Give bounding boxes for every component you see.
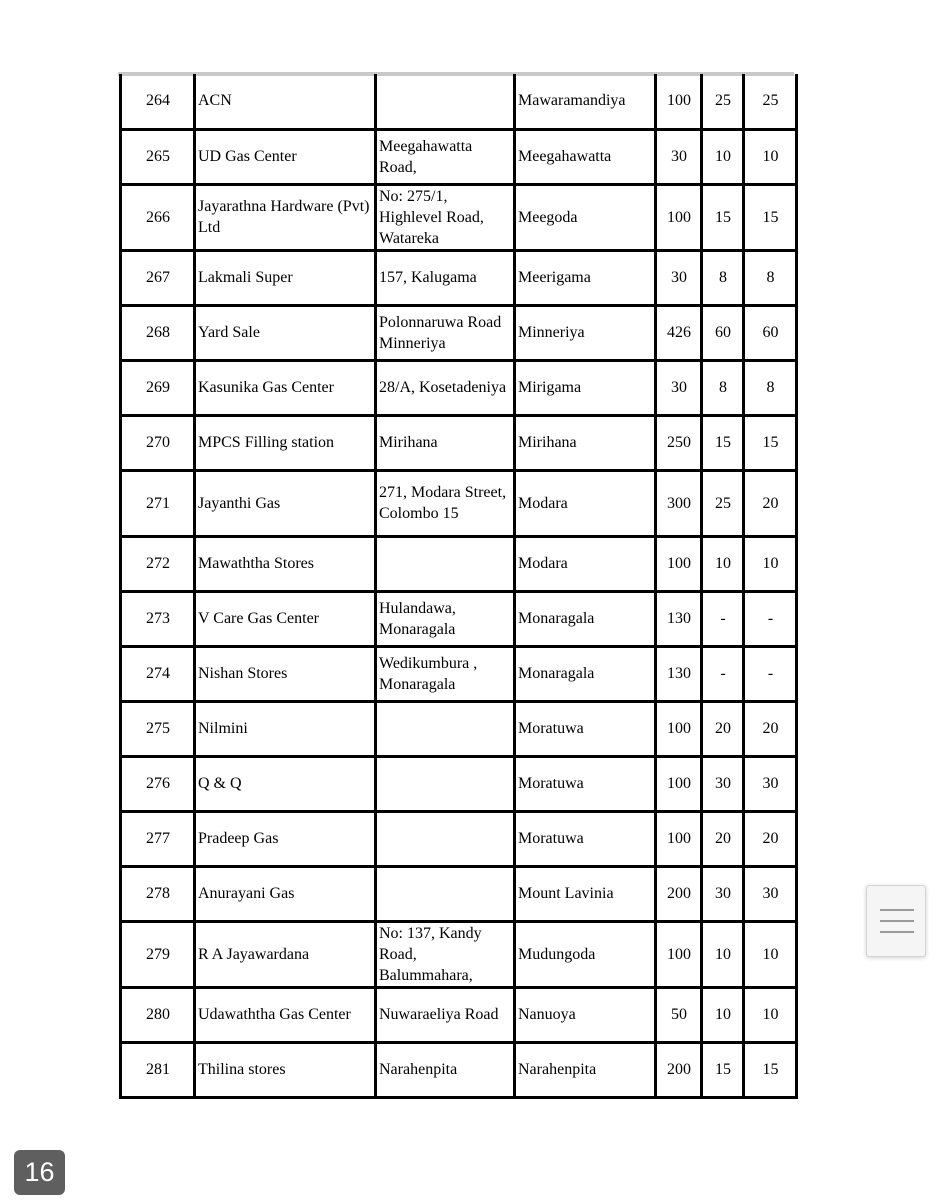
- table-row: [121, 415, 797, 470]
- dealer-name: Q & Q: [195, 756, 376, 811]
- quantity-1: 50: [656, 987, 702, 1042]
- quantity-1: 30: [656, 250, 702, 305]
- page-number-badge: 16: [14, 1150, 65, 1195]
- quantity-2: 20: [702, 701, 744, 756]
- quantity-3: 30: [744, 756, 797, 811]
- table-row: [121, 701, 797, 756]
- table-row: [121, 250, 797, 305]
- dealer-address: 157, Kalugama: [376, 250, 515, 305]
- dealer-city: Mirihana: [515, 415, 656, 470]
- row-number: 275: [121, 701, 195, 756]
- dealer-city: Minneriya: [515, 305, 656, 360]
- quantity-2: -: [702, 591, 744, 646]
- row-number: 268: [121, 305, 195, 360]
- quantity-2: 15: [702, 415, 744, 470]
- row-number: 266: [121, 184, 195, 250]
- quantity-2: 15: [702, 1042, 744, 1097]
- dealer-city: Moratuwa: [515, 811, 656, 866]
- quantity-1: 100: [656, 756, 702, 811]
- dealer-table: [119, 74, 798, 1099]
- quantity-3: 8: [744, 360, 797, 415]
- row-number: 265: [121, 129, 195, 184]
- row-number: 272: [121, 536, 195, 591]
- dealer-name: Nishan Stores: [195, 646, 376, 701]
- table-row: [121, 1042, 797, 1097]
- dealer-name: V Care Gas Center: [195, 591, 376, 646]
- dealer-address: Polonnaruwa Road Minneriya: [376, 305, 515, 360]
- dealer-address: Nuwaraeliya Road: [376, 987, 515, 1042]
- quantity-1: 100: [656, 74, 702, 129]
- row-number: 281: [121, 1042, 195, 1097]
- table-row: [121, 811, 797, 866]
- dealer-city: Moratuwa: [515, 701, 656, 756]
- quantity-1: 200: [656, 866, 702, 921]
- quantity-2: 25: [702, 470, 744, 536]
- quantity-3: 10: [744, 536, 797, 591]
- table-row: [121, 74, 797, 129]
- quantity-2: 15: [702, 184, 744, 250]
- quantity-3: 8: [744, 250, 797, 305]
- quantity-1: 30: [656, 129, 702, 184]
- dealer-address: 271, Modara Street, Colombo 15: [376, 470, 515, 536]
- table-row: [121, 921, 797, 987]
- quantity-1: 100: [656, 811, 702, 866]
- quantity-3: 15: [744, 415, 797, 470]
- dealer-address: No: 275/1, Highlevel Road, Watareka: [376, 184, 515, 250]
- row-number: 276: [121, 756, 195, 811]
- dealer-address: Mirihana: [376, 415, 515, 470]
- dealer-address: [376, 74, 515, 129]
- dealer-name: Kasunika Gas Center: [195, 360, 376, 415]
- table-row: [121, 756, 797, 811]
- row-number: 267: [121, 250, 195, 305]
- row-number: 274: [121, 646, 195, 701]
- quantity-3: 10: [744, 921, 797, 987]
- row-number: 271: [121, 470, 195, 536]
- dealer-city: Monaragala: [515, 646, 656, 701]
- dealer-name: MPCS Filling station: [195, 415, 376, 470]
- table-row: [121, 866, 797, 921]
- dealer-city: Nanuoya: [515, 987, 656, 1042]
- quantity-2: 60: [702, 305, 744, 360]
- dealer-city: Modara: [515, 470, 656, 536]
- dealer-address: No: 137, Kandy Road, Balummahara,: [376, 921, 515, 987]
- dealer-name: Yard Sale: [195, 305, 376, 360]
- quantity-3: 15: [744, 184, 797, 250]
- dealer-name: ACN: [195, 74, 376, 129]
- quantity-1: 250: [656, 415, 702, 470]
- dealer-city: Meegoda: [515, 184, 656, 250]
- row-number: 270: [121, 415, 195, 470]
- table-row: [121, 184, 797, 250]
- quantity-2: 30: [702, 866, 744, 921]
- quantity-1: 130: [656, 646, 702, 701]
- dealer-address: Narahenpita: [376, 1042, 515, 1097]
- quantity-3: -: [744, 591, 797, 646]
- quantity-2: 30: [702, 756, 744, 811]
- row-number: 278: [121, 866, 195, 921]
- table-row: [121, 591, 797, 646]
- row-number: 273: [121, 591, 195, 646]
- table-row: [121, 646, 797, 701]
- dealer-name: R A Jayawardana: [195, 921, 376, 987]
- quantity-3: 10: [744, 987, 797, 1042]
- dealer-name: Anurayani Gas: [195, 866, 376, 921]
- dealer-city: Mudungoda: [515, 921, 656, 987]
- quantity-1: 100: [656, 701, 702, 756]
- dealer-city: Modara: [515, 536, 656, 591]
- row-number: 280: [121, 987, 195, 1042]
- dealer-address: [376, 701, 515, 756]
- quantity-1: 426: [656, 305, 702, 360]
- table-row: [121, 360, 797, 415]
- quantity-3: 20: [744, 701, 797, 756]
- dealer-name: Thilina stores: [195, 1042, 376, 1097]
- quantity-1: 130: [656, 591, 702, 646]
- dealer-city: Meerigama: [515, 250, 656, 305]
- quantity-3: -: [744, 646, 797, 701]
- table-row: [121, 129, 797, 184]
- dealer-address: [376, 866, 515, 921]
- quantity-1: 30: [656, 360, 702, 415]
- dealer-city: Mount Lavinia: [515, 866, 656, 921]
- quantity-2: -: [702, 646, 744, 701]
- quantity-2: 8: [702, 360, 744, 415]
- dealer-name: Jayarathna Hardware (Pvt) Ltd: [195, 184, 376, 250]
- dealer-address: Hulandawa, Monaragala: [376, 591, 515, 646]
- quantity-2: 10: [702, 536, 744, 591]
- dealer-city: Monaragala: [515, 591, 656, 646]
- quantity-2: 25: [702, 74, 744, 129]
- dealer-name: Lakmali Super: [195, 250, 376, 305]
- dealer-address: [376, 536, 515, 591]
- table-row: [121, 305, 797, 360]
- dealer-address: 28/A, Kosetadeniya: [376, 360, 515, 415]
- dealer-address: [376, 756, 515, 811]
- row-number: 279: [121, 921, 195, 987]
- quantity-1: 100: [656, 184, 702, 250]
- table-row: [121, 470, 797, 536]
- quantity-2: 20: [702, 811, 744, 866]
- dealer-name: Udawaththa Gas Center: [195, 987, 376, 1042]
- dealer-city: Mirigama: [515, 360, 656, 415]
- dealer-city: Mawaramandiya: [515, 74, 656, 129]
- dealer-city: Narahenpita: [515, 1042, 656, 1097]
- quantity-3: 20: [744, 811, 797, 866]
- quantity-2: 10: [702, 921, 744, 987]
- quantity-2: 10: [702, 129, 744, 184]
- quantity-2: 10: [702, 987, 744, 1042]
- dealer-city: Moratuwa: [515, 756, 656, 811]
- dealer-name: Pradeep Gas: [195, 811, 376, 866]
- quantity-1: 100: [656, 536, 702, 591]
- quantity-3: 60: [744, 305, 797, 360]
- dealer-name: Mawaththa Stores: [195, 536, 376, 591]
- quantity-1: 100: [656, 921, 702, 987]
- dealer-address: Wedikumbura , Monaragala: [376, 646, 515, 701]
- menu-button[interactable]: [866, 885, 926, 957]
- quantity-3: 15: [744, 1042, 797, 1097]
- quantity-3: 25: [744, 74, 797, 129]
- dealer-name: Jayanthi Gas: [195, 470, 376, 536]
- table-row: [121, 536, 797, 591]
- dealer-address: [376, 811, 515, 866]
- row-number: 264: [121, 74, 195, 129]
- row-number: 277: [121, 811, 195, 866]
- dealer-address: Meegahawatta Road,: [376, 129, 515, 184]
- quantity-1: 300: [656, 470, 702, 536]
- quantity-3: 30: [744, 866, 797, 921]
- quantity-2: 8: [702, 250, 744, 305]
- dealer-city: Meegahawatta: [515, 129, 656, 184]
- quantity-3: 20: [744, 470, 797, 536]
- dealer-name: Nilmini: [195, 701, 376, 756]
- quantity-3: 10: [744, 129, 797, 184]
- quantity-1: 200: [656, 1042, 702, 1097]
- dealer-name: UD Gas Center: [195, 129, 376, 184]
- table-row: [121, 987, 797, 1042]
- row-number: 269: [121, 360, 195, 415]
